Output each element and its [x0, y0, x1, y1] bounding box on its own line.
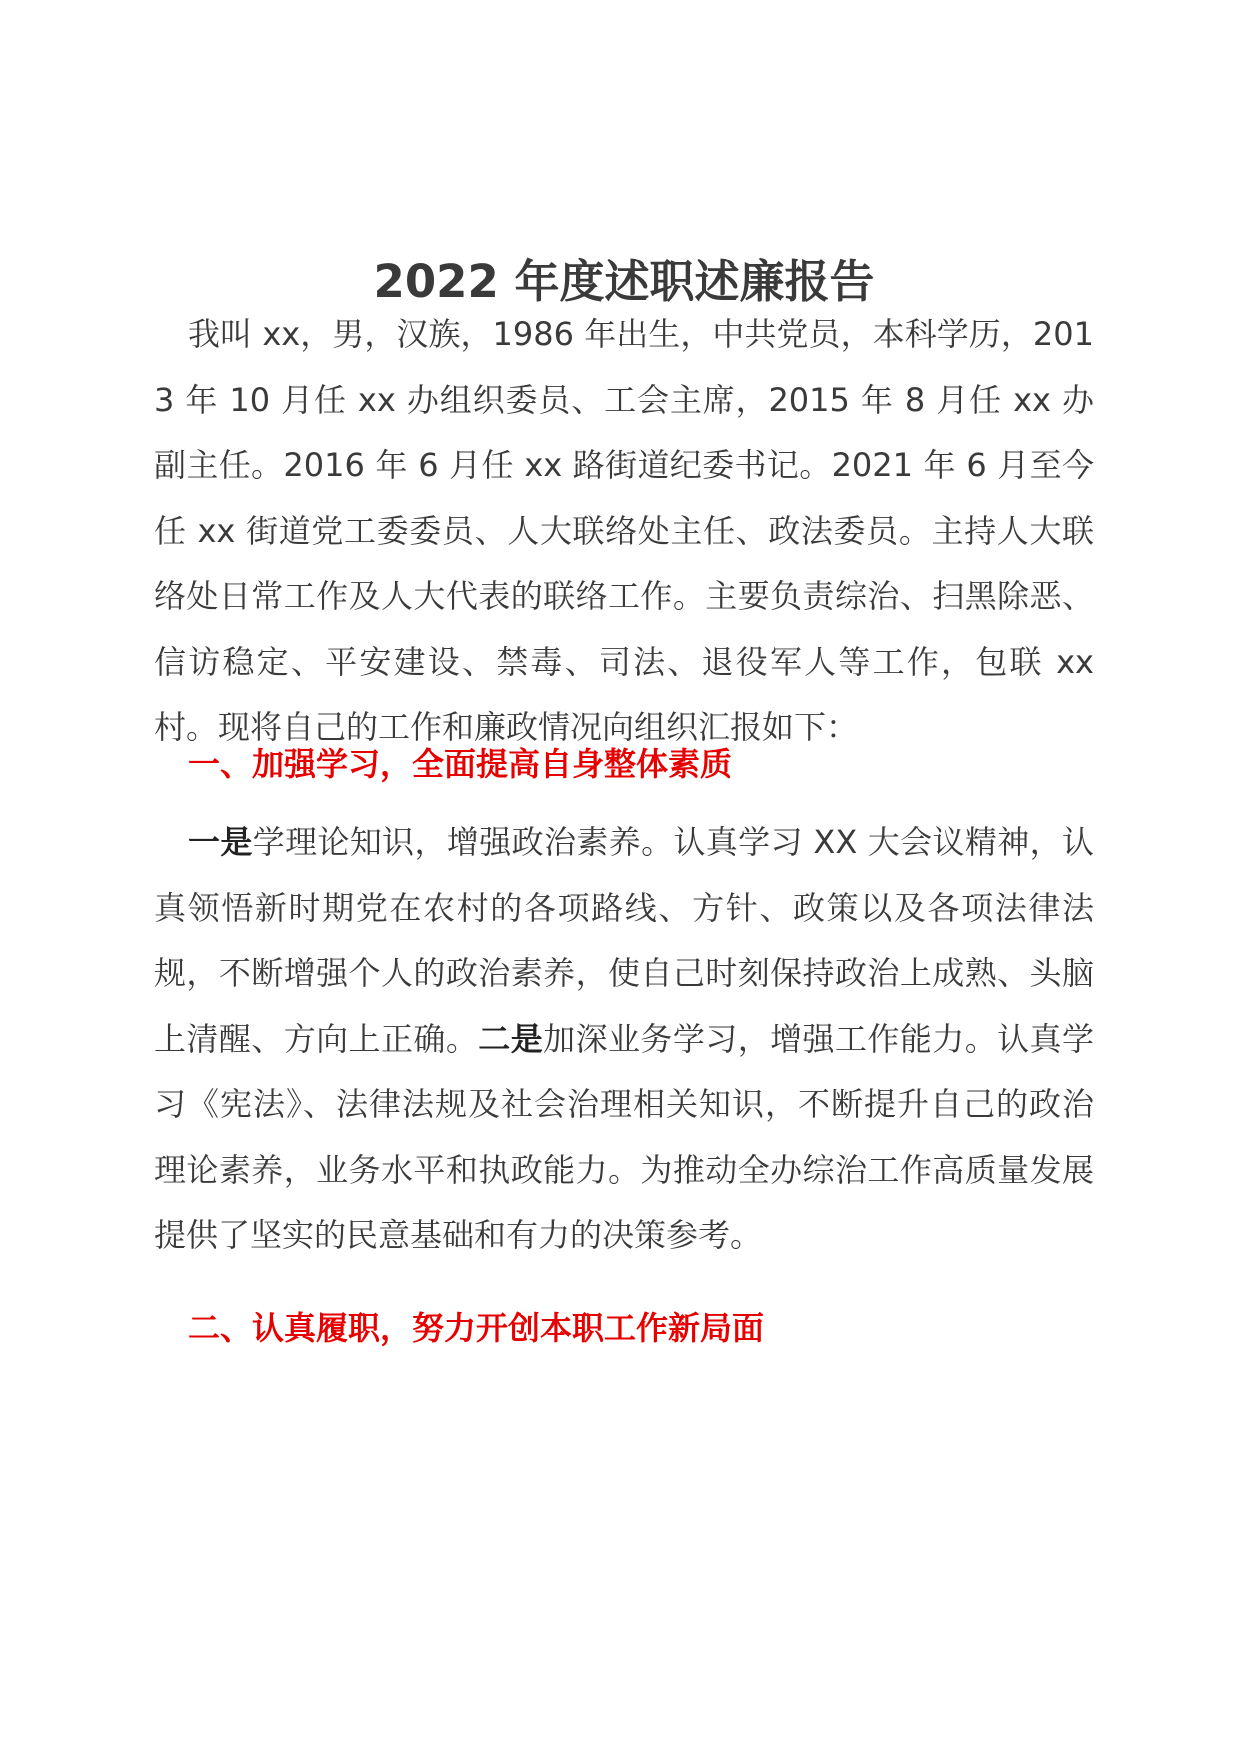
- point-two-label: 二是: [478, 1019, 544, 1058]
- section-1-paragraph: [154, 810, 1094, 1269]
- section-2-heading: 二、认真履职，努力开创本职工作新局面: [188, 1309, 765, 1347]
- point-one-text: 学理论知识，增强政治素养。认真学习 XX 大会议精神，认真领悟新时期党在农村的各项路线、方针、政策以及各项法律法规，不断增强个人的政治素养，使自己时刻保持政治上成熟、头脑上清醒、方向上正确。: [154, 823, 1094, 1058]
- document-title: 2022 年度述职述廉报告: [373, 255, 875, 308]
- point-two-text: 加深业务学习，增强工作能力。认真学习《宪法》、法律法规及社会治理相关知识，不断提升自己的政治理论素养，业务水平和执政能力。为推动全办综治工作高质量发展提供了坚实的民意基础和有力的决策参考。: [154, 1019, 1094, 1254]
- intro-paragraph: 我叫 xx，男，汉族，1986 年出生，中共党员，本科学历，2013 年 10 月任 xx 办组织委员、工会主席，2015 年 8 月任 xx 办副主任。2016 年 6 月任 xx 路街道纪委书记。2021 年 6 月至今任 xx 街道党工委委员、人大联络处主任、政法委员。主持人大联络处日常工作及人大代表的联络工作。主要负责综治、扫黑除恶、信访稳定、平安建设、禁毒、司法、退役军人等工作，包联 xx 村。现将自己的工作和廉政情况向组织汇报如下：: [154, 315, 1094, 746]
- point-one-label: 一是: [188, 823, 253, 861]
- section-1-heading: 一、加强学习，全面提高自身整体素质: [188, 745, 733, 783]
